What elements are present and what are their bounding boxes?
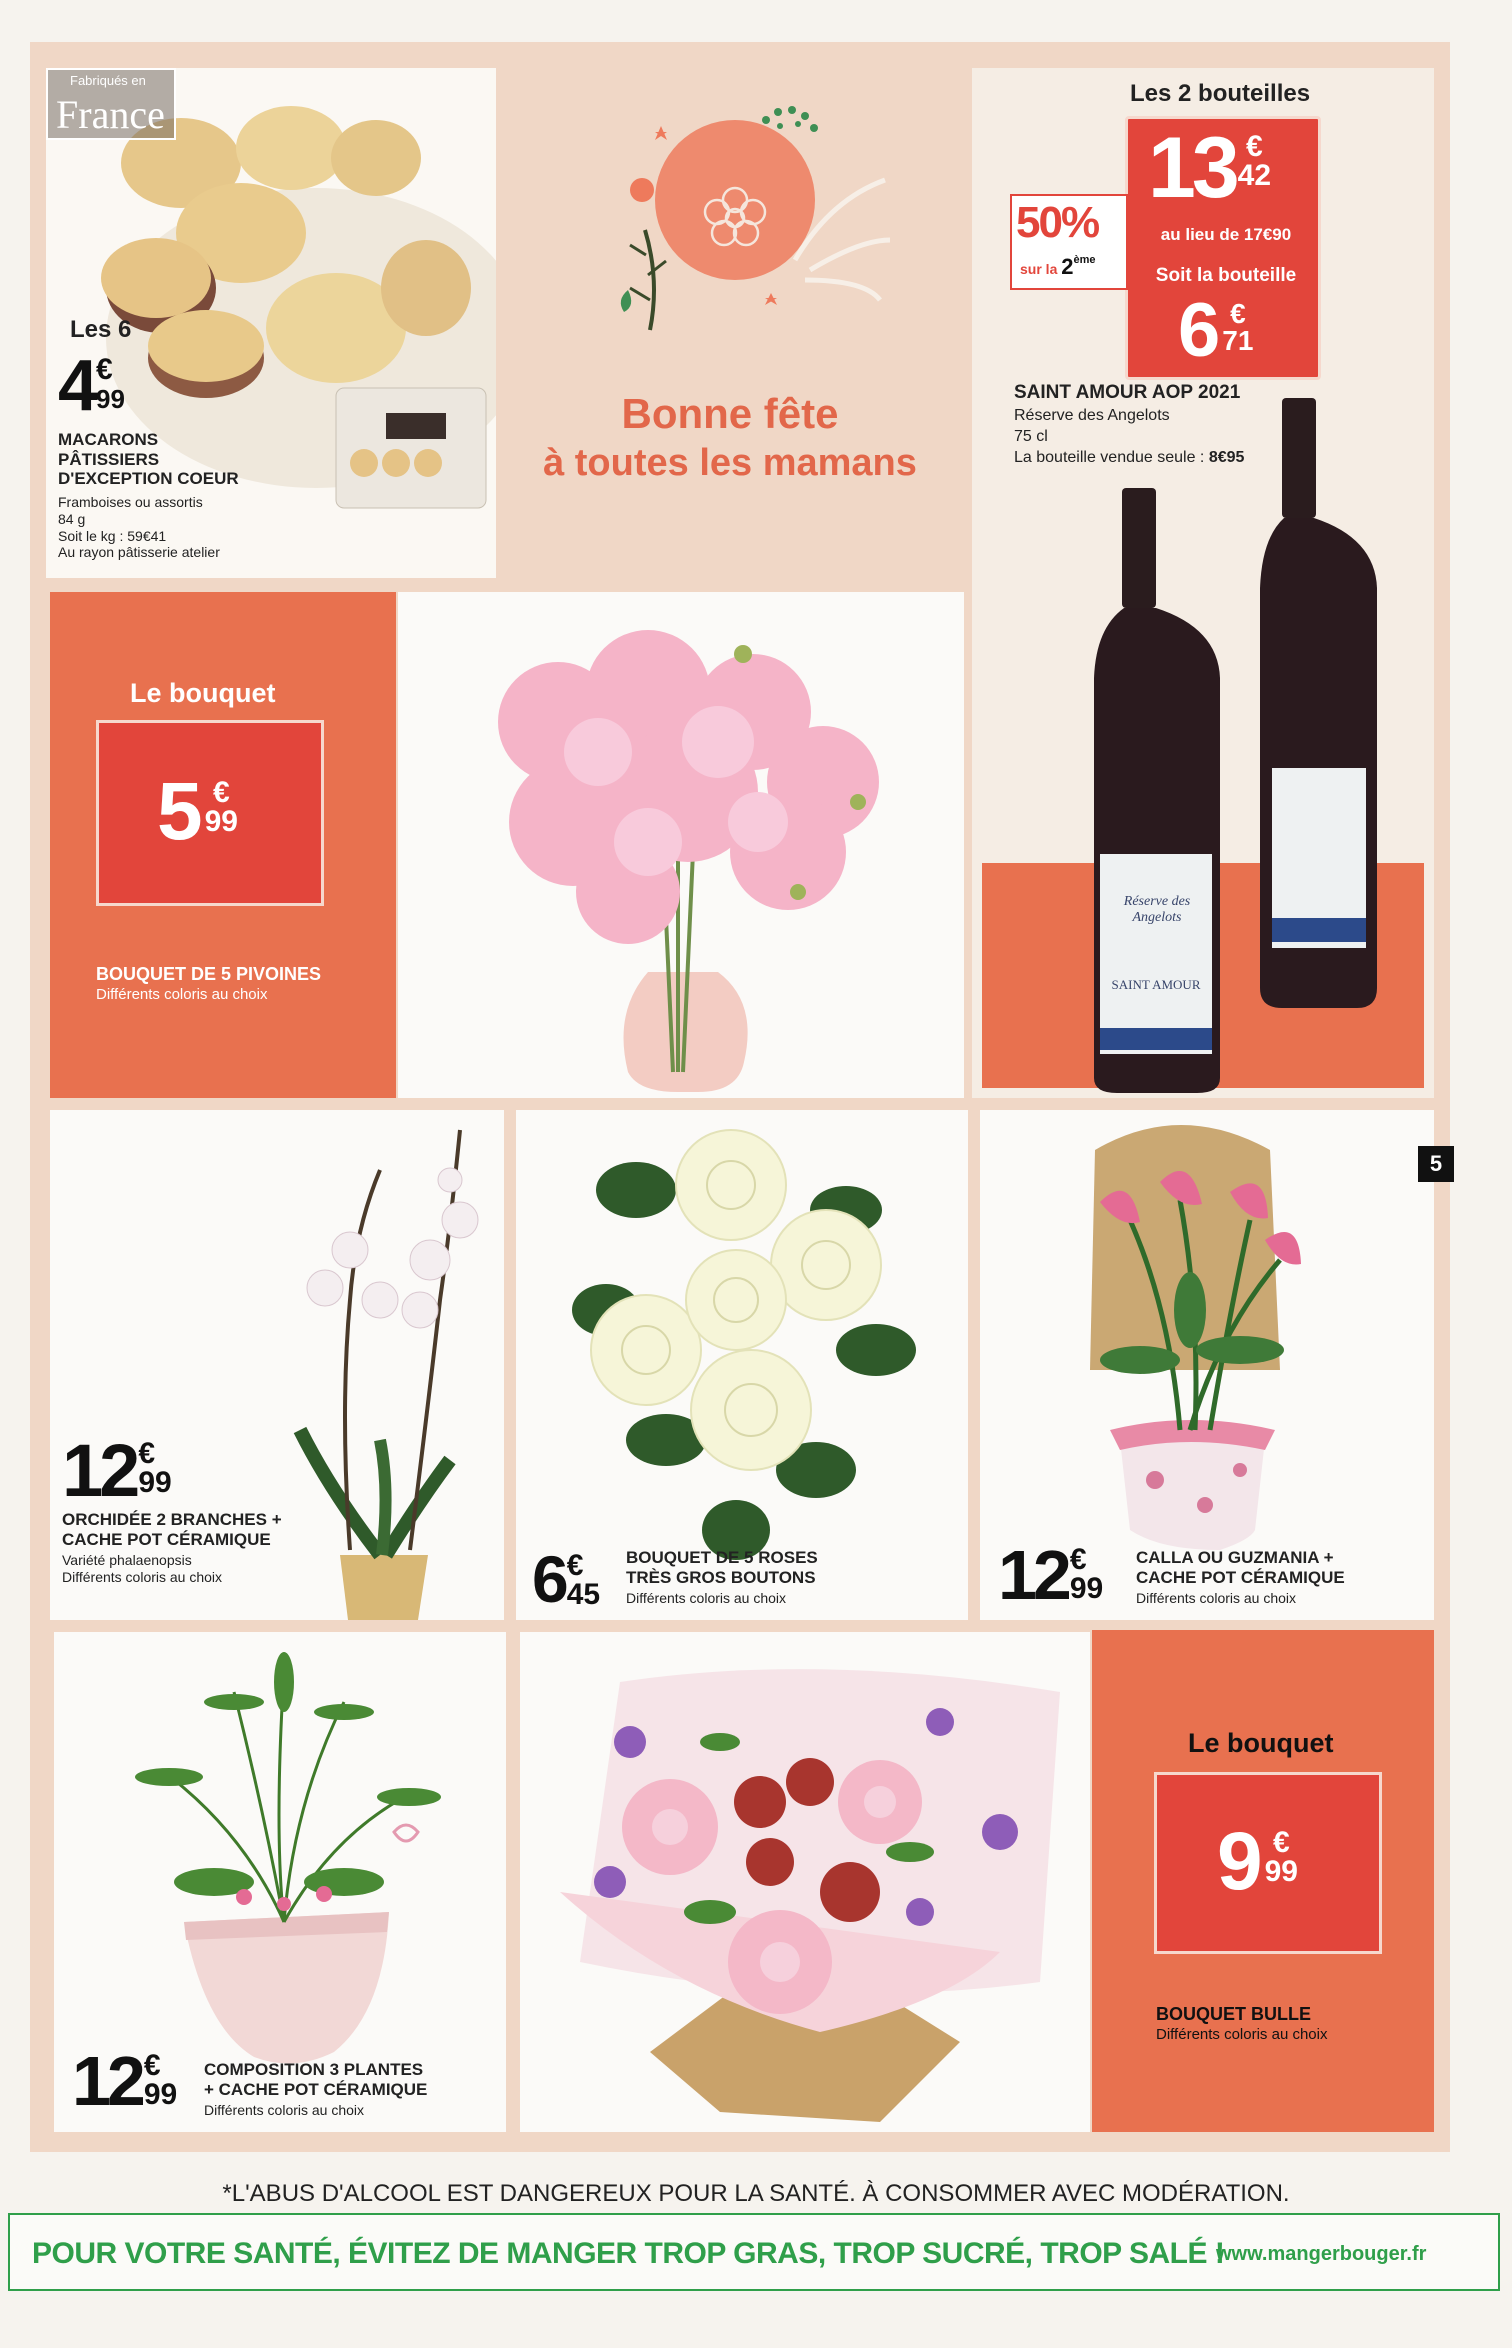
health-message: POUR VOTRE SANTÉ, ÉVITEZ DE MANGER TROP GRAS, TROP SUCRÉ, TROP SALÉ ! (32, 2237, 1225, 2270)
macarons-qty: Les 6 (70, 316, 132, 343)
bulle-name: BOUQUET BULLE (1156, 2004, 1311, 2024)
wine-desc: Réserve des Angelots 75 cl La bouteille vendue seule : 8€95 (1014, 407, 1245, 466)
promo-sub: sur la 2ème (1020, 254, 1096, 279)
compo-cell (54, 1632, 506, 2132)
greeting-block (510, 80, 950, 520)
roses-image (516, 1110, 968, 1620)
flower-illustration (510, 80, 950, 340)
bulle-pricebox: 9 € 99 (1154, 1772, 1382, 1954)
wine-instead: au lieu de 17€90 (1160, 225, 1292, 244)
macarons-desc: Framboises ou assortis 84 g Soit le kg : 59€41 Au rayon pâtisserie atelier (58, 494, 220, 561)
roses-price: 6€ 45 (532, 1542, 601, 1616)
pivoines-pricebox: 5 € 99 (96, 720, 324, 906)
bottle-label-b: SAINT AMOUR (1111, 977, 1201, 992)
origin-small: Fabriqués en (70, 73, 146, 88)
bulle-text-cell (1092, 1630, 1434, 2132)
origin-big: France (56, 92, 165, 137)
origin-badge (46, 68, 176, 140)
health-banner (8, 2213, 1500, 2291)
pivoines-image-cell (398, 592, 964, 1098)
wine-name: SAINT AMOUR AOP 2021 (1014, 382, 1241, 403)
orchid-cell (50, 1110, 504, 1620)
bulle-desc: Différents coloris au choix (1156, 2026, 1328, 2043)
page-number: 5 (1418, 1146, 1454, 1182)
health-site[interactable]: www.mangerbouger.fr (1216, 2243, 1427, 2265)
orchid-name: ORCHIDÉE 2 BRANCHES + CACHE POT CÉRAMIQUE (62, 1510, 282, 1549)
compo-desc: Différents coloris au choix (204, 2102, 365, 2118)
wine-per-price: 6 € 71 (1178, 288, 1254, 373)
calla-name: CALLA OU GUZMANIA + CACHE POT CÉRAMIQUE (1136, 1548, 1345, 1587)
calla-desc: Différents coloris au choix (1136, 1590, 1297, 1606)
pivoines-name: BOUQUET DE 5 PIVOINES (96, 964, 322, 984)
compo-price: 12€ 99 (72, 2042, 178, 2120)
roses-desc: Différents coloris au choix (626, 1590, 787, 1606)
greeting-line2: à toutes les mamans (543, 442, 917, 484)
orchid-desc: Variété phalaenopsis Différents coloris au choix (62, 1552, 223, 1585)
pivoines-desc: Différents coloris au choix (96, 986, 268, 1003)
calla-price: 12€ 99 (998, 1536, 1104, 1614)
greeting-line1: Bonne fête (621, 390, 839, 437)
bulle-image (520, 1632, 1090, 2132)
calla-cell (980, 1110, 1434, 1620)
bulle-label: Le bouquet (1188, 1728, 1334, 1758)
pivoines-label: Le bouquet (130, 678, 276, 708)
roses-cell (516, 1110, 968, 1620)
alcohol-notice: *L'ABUS D'ALCOOL EST DANGEREUX POUR LA SANTÉ. À CONSOMMER AVEC MODÉRATION. (222, 2180, 1290, 2207)
pivoines-image (398, 592, 964, 1098)
wine-header: Les 2 bouteilles (1130, 80, 1311, 107)
wine-cell (972, 68, 1434, 1098)
wine-price: 13 € 42 (1148, 120, 1272, 216)
compo-name: COMPOSITION 3 PLANTES + CACHE POT CÉRAMIQUE (204, 2060, 428, 2099)
macarons-cell (46, 68, 496, 578)
bulle-image-cell (520, 1632, 1090, 2132)
macarons-price: 4€ 99 (58, 346, 125, 426)
pivoines-text-cell (50, 592, 396, 1098)
wine-bottles-image (972, 68, 1434, 1098)
orchid-price: 12€ 99 (62, 1429, 172, 1512)
promo-pct: 50% (1016, 198, 1099, 247)
bottle-label-a: Réserve des Angelots (1123, 894, 1191, 926)
wine-per-label: Soit la bouteille (1155, 265, 1297, 286)
macarons-name: MACARONS PÂTISSIERS D'EXCEPTION COEUR (58, 430, 239, 489)
roses-name: BOUQUET DE 5 ROSES TRÈS GROS BOUTONS (626, 1548, 818, 1587)
